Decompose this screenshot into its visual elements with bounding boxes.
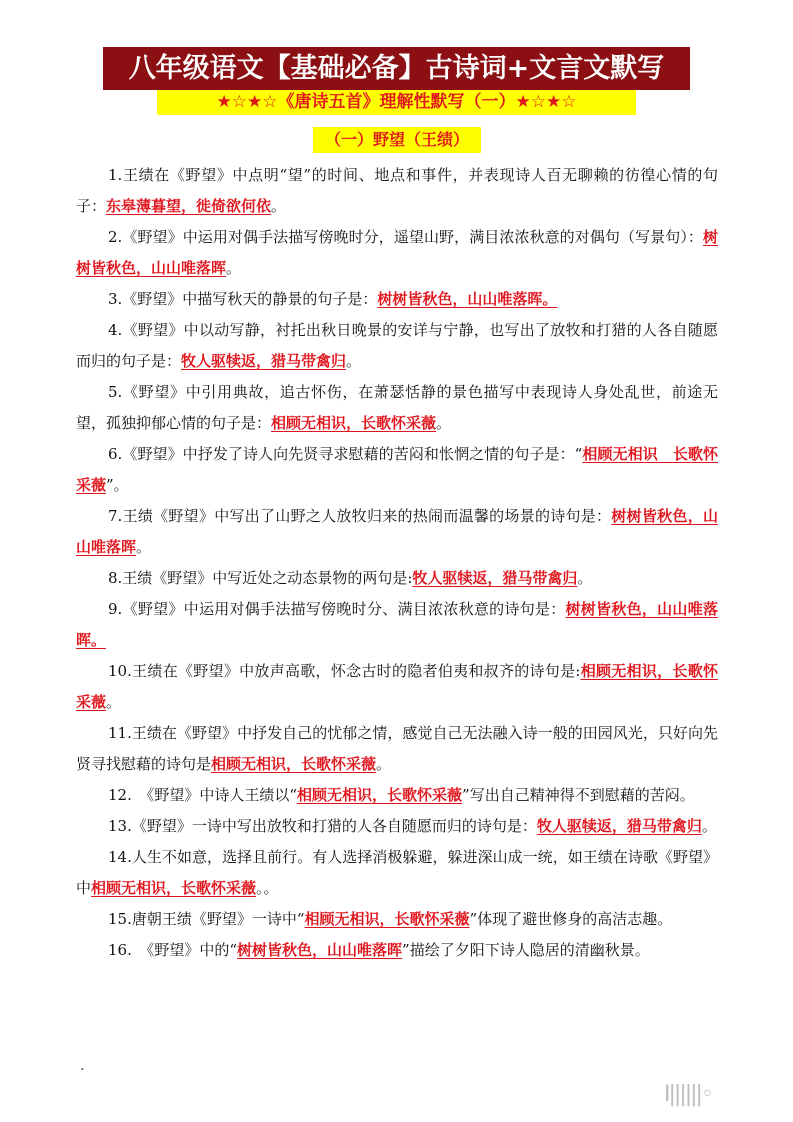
- question-suffix: 。: [577, 569, 593, 587]
- question-item: [76, 842, 718, 904]
- answer-text: 相顾无相识，长歌怀采薇: [91, 879, 257, 897]
- question-item: [76, 718, 718, 780]
- question-text: 5.《野望》中引用典故，追古怀伤，在萧瑟恬静的景色描写中表现诗人身处乱世，前途无望，孤独抑郁心情的句子是：: [76, 383, 718, 432]
- question-text: 3.《野望》中描写秋天的静景的句子是：: [108, 290, 378, 308]
- answer-text: 树树皆秋色，山山唯落晖。: [377, 290, 558, 308]
- question-text: 9.《野望》中运用对偶手法描写傍晚时分、满目浓浓秋意的诗句是：: [108, 600, 566, 618]
- answer-text: 东皋薄暮望，徙倚欲何依: [106, 197, 272, 215]
- question-item: [76, 780, 718, 811]
- question-suffix: 。: [226, 259, 242, 277]
- document-subtitle: ★☆★☆《唐诗五首》理解性默写（一）★☆★☆: [157, 90, 636, 115]
- answer-text: 牧人驱犊返，猎马带禽归: [412, 569, 578, 587]
- question-item: [76, 935, 718, 966]
- answer-text: 相顾无相识，长歌怀采薇: [304, 910, 470, 928]
- question-suffix: 。: [346, 352, 362, 370]
- answer-text: 树树皆秋色，山山唯落晖: [76, 228, 718, 277]
- answer-text: 相顾无相识，长歌怀采薇: [297, 786, 463, 804]
- question-item: [76, 563, 718, 594]
- answer-text: 牧人驱犊返，猎马带禽归: [181, 352, 347, 370]
- question-item: [76, 315, 718, 377]
- answer-text: 树树皆秋色，山山唯落晖: [76, 507, 718, 556]
- question-item: [76, 501, 718, 563]
- document-title: 八年级语文【基础必备】古诗词+文言文默写: [103, 47, 690, 90]
- answer-text: 相顾无相识，长歌怀采薇: [76, 662, 718, 711]
- question-suffix: 。: [436, 414, 452, 432]
- answer-text: 相顾无相识，长歌怀采薇: [211, 755, 377, 773]
- question-text: 2.《野望》中运用对偶手法描写傍晚时分，遥望山野，满目浓浓秋意的对偶句（写景句）：: [108, 228, 703, 246]
- question-text: 8.王绩《野望》中写近处之动态景物的两句是:: [108, 569, 413, 587]
- question-item: [76, 160, 718, 222]
- answer-text: 相顾无相识 长歌怀采薇: [76, 445, 718, 494]
- question-text: 6.《野望》中抒发了诗人向先贤寻求慰藉的苦闷和怅惘之情的句子是：“: [108, 445, 583, 463]
- question-suffix: ”。: [106, 476, 129, 494]
- question-suffix: ”体现了避世修身的高洁志趣。: [469, 910, 673, 928]
- question-item: [76, 811, 718, 842]
- question-item: [76, 904, 718, 935]
- question-suffix: ”描绘了夕阳下诗人隐居的清幽秋景。: [402, 941, 650, 959]
- answer-text: 牧人驱犊返，猎马带禽归: [536, 817, 702, 835]
- watermark-logo: Ⅰ||||||◦: [664, 1082, 712, 1107]
- page-dot: .: [80, 1058, 85, 1074]
- question-text: 14.人生不如意，选择且前行。有人选择消极躲避，躲进深山成一统，如王绩在诗歌《野望》中: [76, 848, 718, 897]
- question-text: 4.《野望》中以动写静，衬托出秋日晚景的安详与宁静，也写出了放牧和打猎的人各自随愿而归的句子是：: [76, 321, 718, 370]
- question-list: [76, 160, 718, 966]
- question-suffix: ”写出自己精神得不到慰藉的苦闷。: [462, 786, 695, 804]
- question-suffix: 。: [106, 693, 122, 711]
- question-suffix: 。。: [256, 879, 279, 897]
- question-text: 16. 《野望》中的“: [108, 941, 238, 959]
- question-suffix: 。: [271, 197, 287, 215]
- section-heading: （一）野望（王绩）: [313, 127, 481, 153]
- question-text: 12. 《野望》中诗人王绩以“: [108, 786, 298, 804]
- question-suffix: 。: [701, 817, 717, 835]
- question-item: [76, 439, 718, 501]
- question-text: 15.唐朝王绩《野望》一诗中“: [108, 910, 305, 928]
- question-text: 13.《野望》一诗中写出放牧和打猎的人各自随愿而归的诗句是：: [108, 817, 537, 835]
- question-text: 10.王绩在《野望》中放声高歌，怀念古时的隐者伯夷和叔齐的诗句是:: [108, 662, 581, 680]
- question-item: [76, 656, 718, 718]
- question-text: 7.王绩《野望》中写出了山野之人放牧归来的热闹而温馨的场景的诗句是：: [108, 507, 612, 525]
- question-suffix: 。: [136, 538, 152, 556]
- answer-text: 树树皆秋色，山山唯落晖。: [76, 600, 718, 649]
- answer-text: 相顾无相识，长歌怀采薇: [271, 414, 437, 432]
- question-text: 11.王绩在《野望》中抒发自己的忧郁之情，感觉自己无法融入诗一般的田园风光，只好向先贤寻找慰藉的诗句是: [76, 724, 718, 773]
- question-item: [76, 377, 718, 439]
- question-text: 1.王绩在《野望》中点明“望”的时间、地点和事件，并表现诗人百无聊赖的彷徨心情的句子：: [76, 166, 718, 215]
- answer-text: 树树皆秋色，山山唯落晖: [237, 941, 403, 959]
- question-suffix: 。: [376, 755, 392, 773]
- question-item: [76, 222, 718, 284]
- question-item: [76, 284, 718, 315]
- question-item: [76, 594, 718, 656]
